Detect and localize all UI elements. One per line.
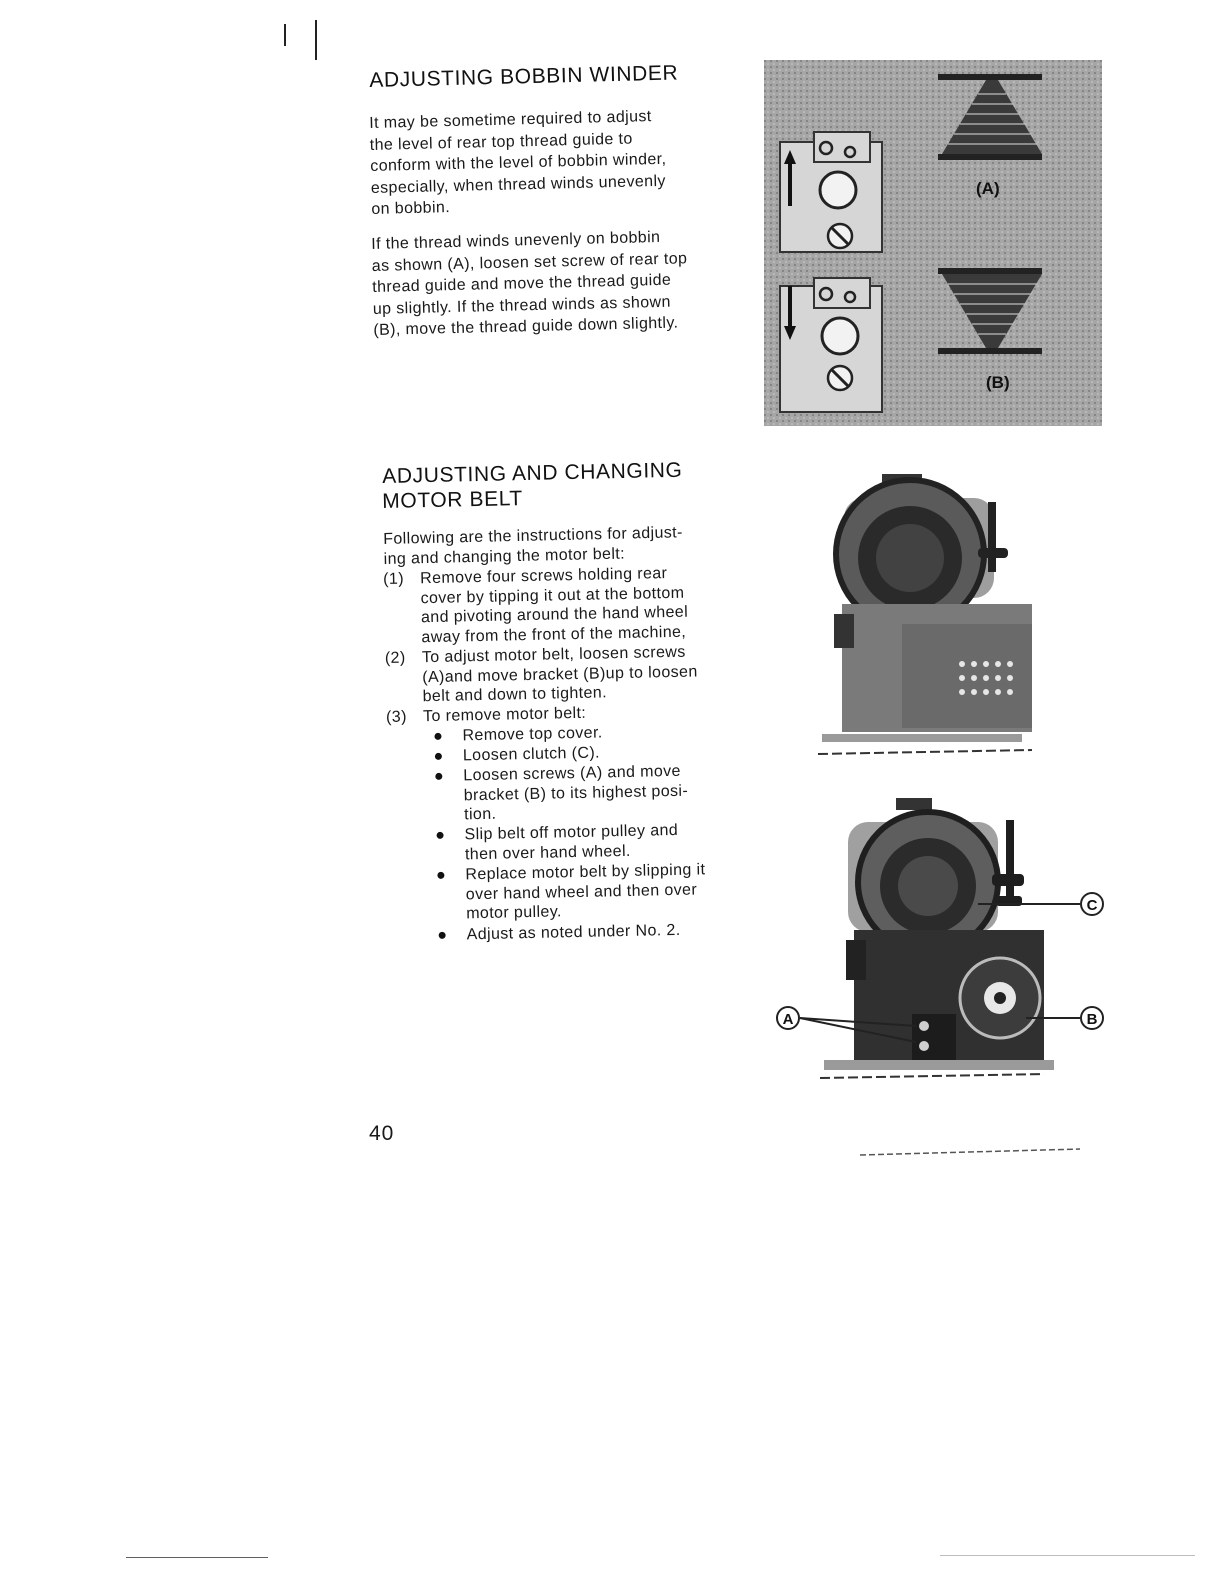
text-line: Loosen clutch (C). bbox=[462, 744, 601, 765]
step-number: (1) bbox=[383, 570, 405, 588]
scan-mark bbox=[315, 20, 317, 60]
step-2 bbox=[385, 642, 726, 709]
scan-mark bbox=[284, 24, 286, 46]
text-line: Replace motor belt by slipping it bbox=[465, 861, 706, 884]
text-line: belt and down to tighten. bbox=[422, 684, 608, 706]
callout-a bbox=[777, 1007, 799, 1029]
text-line: To remove motor belt: bbox=[422, 704, 587, 726]
bobbin-winder-figure bbox=[764, 60, 1102, 426]
text-line: bracket (B) to its highest posi- bbox=[463, 782, 689, 804]
text-line: Loosen screws (A) and move bbox=[463, 762, 682, 785]
machine-belt-figure bbox=[774, 790, 1120, 1090]
motor-belt-intro bbox=[383, 523, 683, 570]
bobbin-winder-paragraph-1 bbox=[369, 106, 668, 221]
text-line: then over hand wheel. bbox=[464, 842, 631, 863]
bullet-dot bbox=[434, 733, 441, 740]
bullet-dot bbox=[435, 773, 442, 780]
page-number: 40 bbox=[369, 1122, 395, 1145]
bullet-item bbox=[435, 761, 736, 827]
text-line: Adjust as noted under No. 2. bbox=[466, 921, 681, 944]
text-line: thread guide and move the thread guide bbox=[372, 271, 672, 296]
text-line: over hand wheel and then over bbox=[465, 880, 698, 903]
thread-guide-plate-b bbox=[780, 278, 882, 412]
text-line: (A)and move bracket (B)up to loosen bbox=[422, 662, 698, 686]
bullet-dot bbox=[436, 832, 443, 839]
text-line: motor pulley. bbox=[466, 903, 562, 923]
text-line: Slip belt off motor pulley and bbox=[464, 821, 679, 844]
text-line: up slightly. If the thread winds as shown bbox=[372, 293, 671, 318]
section-heading-motor-belt-line2: MOTOR BELT bbox=[382, 487, 524, 513]
callout-b bbox=[1081, 1007, 1103, 1029]
bobbin-winder-paragraph-2 bbox=[371, 226, 689, 341]
text-line: To adjust motor belt, loosen screws bbox=[421, 643, 686, 667]
machine-rear-view-figure bbox=[812, 464, 1048, 764]
footer-rule bbox=[126, 1557, 268, 1558]
section-heading-motor-belt-line1: ADJUSTING AND CHANGING bbox=[382, 458, 683, 488]
step-number: (3) bbox=[385, 708, 408, 726]
bullet-dot bbox=[435, 753, 442, 760]
text-line: If the thread winds unevenly on bobbin bbox=[371, 228, 661, 253]
text-line: tion. bbox=[463, 805, 497, 824]
callout-label-a: A bbox=[782, 1011, 794, 1028]
figure-label-a: (A) bbox=[976, 179, 1000, 198]
thread-guide-plate-a bbox=[780, 132, 882, 252]
bullet-item bbox=[436, 820, 737, 866]
text-line: cover by tipping it out at the bottom bbox=[420, 584, 685, 607]
scan-artifact bbox=[860, 1145, 1090, 1159]
motor-belt-steps bbox=[383, 562, 751, 949]
bullet-dot bbox=[439, 932, 446, 939]
section-heading-bobbin-winder: ADJUSTING BOBBIN WINDER bbox=[369, 61, 679, 92]
callout-label-c: C bbox=[1086, 897, 1098, 914]
text-line: It may be sometime required to adjust bbox=[369, 108, 652, 132]
text-line: Following are the instructions for adjust- bbox=[383, 524, 683, 548]
text-line: (B), move the thread guide down slightly. bbox=[373, 314, 679, 339]
figure-label-b: (B) bbox=[986, 373, 1010, 392]
text-line: Remove top cover. bbox=[462, 724, 603, 745]
text-line: conform with the level of bobbin winder, bbox=[370, 150, 667, 175]
text-line: the level of rear top thread guide to bbox=[369, 130, 633, 154]
callout-label-b: B bbox=[1086, 1011, 1098, 1028]
bullet-dot bbox=[437, 872, 444, 879]
text-line: on bobbin. bbox=[371, 199, 451, 218]
step-1 bbox=[383, 563, 725, 650]
step-number: (2) bbox=[384, 649, 406, 667]
text-line: and pivoting around the hand wheel bbox=[420, 603, 689, 627]
footer-rule bbox=[940, 1555, 1195, 1556]
text-line: away from the front of the machine, bbox=[421, 623, 687, 646]
callout-c bbox=[1081, 893, 1103, 915]
text-line: as shown (A), loosen set screw of rear top bbox=[371, 249, 688, 275]
text-line: especially, when thread winds unevenly bbox=[370, 172, 667, 197]
text-line: Remove four screws holding rear bbox=[420, 565, 668, 588]
text-line: ing and changing the motor belt: bbox=[383, 545, 626, 568]
bullet-item bbox=[437, 860, 738, 926]
